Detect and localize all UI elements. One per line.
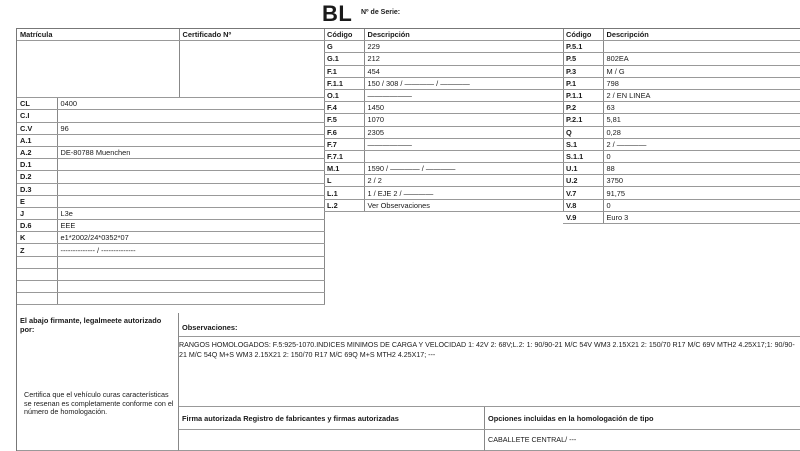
table-row [324,77,563,89]
signer-section [17,313,179,451]
serial-number-label: Nº de Serie: [361,9,401,16]
row-code: G.1 [324,53,364,65]
firma-section [179,407,485,451]
row-code: O.1 [324,89,364,101]
table-row [324,41,563,53]
row-value: 1450 [364,102,563,114]
row-value: 150 / 308 / ———— / ———— [364,77,563,89]
row-code: C.I [17,110,57,122]
matricula-header: Matrícula [17,29,179,41]
table-row [563,163,800,175]
row-code: CL [17,98,57,110]
row-code: P.2.1 [563,114,603,126]
table-row [563,187,800,199]
row-code: P.3 [563,65,603,77]
table-row [17,244,324,256]
table-row [324,150,563,162]
firma-label: Firma autorizada Registro de fabricantes y firmas autorizadas [182,414,399,423]
row-value: 454 [364,65,563,77]
signer-label: El abajo firmante, legalmeete autorizado por: [20,316,162,334]
table-row [324,65,563,77]
table-row [17,232,324,244]
row-value: 63 [603,102,800,114]
row-value: M / G [603,65,800,77]
table-row [563,211,800,223]
row-value: DE-80788 Muenchen [57,146,324,158]
table-row [324,138,563,150]
row-value: —————— [364,89,563,101]
row-value: 91,75 [603,187,800,199]
row-code: P.1.1 [563,89,603,101]
row-value: 2 / ———— [603,138,800,150]
row-value: 1070 [364,114,563,126]
row-code: M.1 [324,163,364,175]
table-row [563,41,800,53]
row-value: 1590 / ———— / ———— [364,163,563,175]
table-row [324,114,563,126]
table-row [563,126,800,138]
table-row [17,268,324,280]
row-code: L [324,175,364,187]
table-row [17,220,324,232]
row-code: G [324,41,364,53]
row-value: 3750 [603,175,800,187]
row-code: L.1 [324,187,364,199]
table-row [17,146,324,158]
row-value: 0 [603,150,800,162]
row-code: D.6 [17,220,57,232]
table-row [17,183,324,195]
table-row [17,195,324,207]
codigo-header: Código [563,29,603,41]
table-row [563,150,800,162]
document-code: BL [322,1,353,26]
row-value [57,183,324,195]
row-value: L3e [57,207,324,219]
registration-form [16,28,800,451]
codigo-header: Código [324,29,364,41]
row-code: P.5 [563,53,603,65]
table-row [324,102,563,114]
table-row [17,281,324,293]
row-value: 0400 [57,98,324,110]
row-value: —————— [364,138,563,150]
row-code: F.7 [324,138,364,150]
row-code: D.1 [17,159,57,171]
table-row [17,122,324,134]
row-value [57,159,324,171]
row-code: D.2 [17,171,57,183]
row-value [57,134,324,146]
row-code: A.1 [17,134,57,146]
row-code: F.1 [324,65,364,77]
row-value: 229 [364,41,563,53]
table-row [17,171,324,183]
row-code: S.1 [563,138,603,150]
row-code: P.2 [563,102,603,114]
row-value: Ver Observaciones [364,199,563,211]
row-code: P.1 [563,77,603,89]
row-code: L.2 [324,199,364,211]
table-row [563,199,800,211]
row-value: 798 [603,77,800,89]
row-code: F.4 [324,102,364,114]
row-code: A.2 [17,146,57,158]
row-value: 2305 [364,126,563,138]
row-code: Z [17,244,57,256]
row-code: S.1.1 [563,150,603,162]
row-value: -------------- / -------------- [57,244,324,256]
observaciones-text: RANGOS HOMOLOGADOS: F.5:925-1070.INDICES MINIMOS DE CARGA Y VELOCIDAD 1: 42V 2: 68V;L.2: 1: 90/90-21 M/C 54V WM3 2.15X21 2: 150/70 R17 M/C 69V MTH2 4.25X17;1: 90/90-21 M/C 54Q M+S WM3 2.15X21 2: 150/70 R17 M/C 69Q M+S MTH2 4.25X17; --- [179,341,795,359]
observaciones-header [179,313,800,337]
row-code: F.7.1 [324,150,364,162]
row-code: K [17,232,57,244]
row-code: F.1.1 [324,77,364,89]
divider [485,429,800,430]
row-code: Q [563,126,603,138]
table-row [563,53,800,65]
observaciones-label: Observaciones: [182,323,238,332]
table-row [563,175,800,187]
middle-data-table [324,29,564,212]
row-code: C.V [17,122,57,134]
row-code: P.5.1 [563,41,603,53]
row-value: 2 / 2 [364,175,563,187]
row-code: J [17,207,57,219]
table-row [17,293,324,305]
row-value: 212 [364,53,563,65]
certify-text: Certifica que el vehículo curas características se resenan es completamente conforme con el número de homologación. [24,390,174,416]
row-value [364,150,563,162]
table-row [17,256,324,268]
row-code: V.9 [563,211,603,223]
row-value [57,195,324,207]
opciones-label: Opciones incluidas en la homologación de tipo [488,414,654,423]
row-value: 0 [603,199,800,211]
matricula-value [17,41,179,98]
row-value [57,110,324,122]
row-value: 88 [603,163,800,175]
descripcion-header: Descripción [603,29,800,41]
right-data-table [563,29,800,224]
divider [179,429,485,430]
descripcion-header: Descripción [364,29,563,41]
row-value: 2 / EN LINEA [603,89,800,101]
row-value: 802EA [603,53,800,65]
row-value: 0,28 [603,126,800,138]
table-row [17,98,324,110]
table-row [324,126,563,138]
row-value [603,41,800,53]
row-value: e1*2002/24*0352*07 [57,232,324,244]
row-value: Euro 3 [603,211,800,223]
table-row [563,65,800,77]
table-row [17,207,324,219]
row-code: V.7 [563,187,603,199]
left-data-table [17,29,325,305]
row-value: 1 / EJE 2 / ———— [364,187,563,199]
row-value: EEE [57,220,324,232]
opciones-value: CABALLETE CENTRAL/ --- [488,435,577,444]
table-row [324,175,563,187]
row-value [57,171,324,183]
observaciones-body [179,337,800,407]
table-row [324,199,563,211]
row-code: D.3 [17,183,57,195]
row-code: V.8 [563,199,603,211]
table-row [324,53,563,65]
table-row [563,138,800,150]
table-row [17,110,324,122]
row-code: F.5 [324,114,364,126]
table-row [17,159,324,171]
certificado-value [179,41,324,98]
table-row [324,163,563,175]
row-code: E [17,195,57,207]
certificado-header: Certificado Nº [179,29,324,41]
table-row [563,89,800,101]
opciones-section [485,407,800,451]
row-value: 96 [57,122,324,134]
table-row [563,77,800,89]
table-row [563,102,800,114]
row-value: 5,81 [603,114,800,126]
table-row [324,187,563,199]
row-code: U.1 [563,163,603,175]
table-row [324,89,563,101]
row-code: U.2 [563,175,603,187]
table-row [17,134,324,146]
row-code: F.6 [324,126,364,138]
table-row [563,114,800,126]
